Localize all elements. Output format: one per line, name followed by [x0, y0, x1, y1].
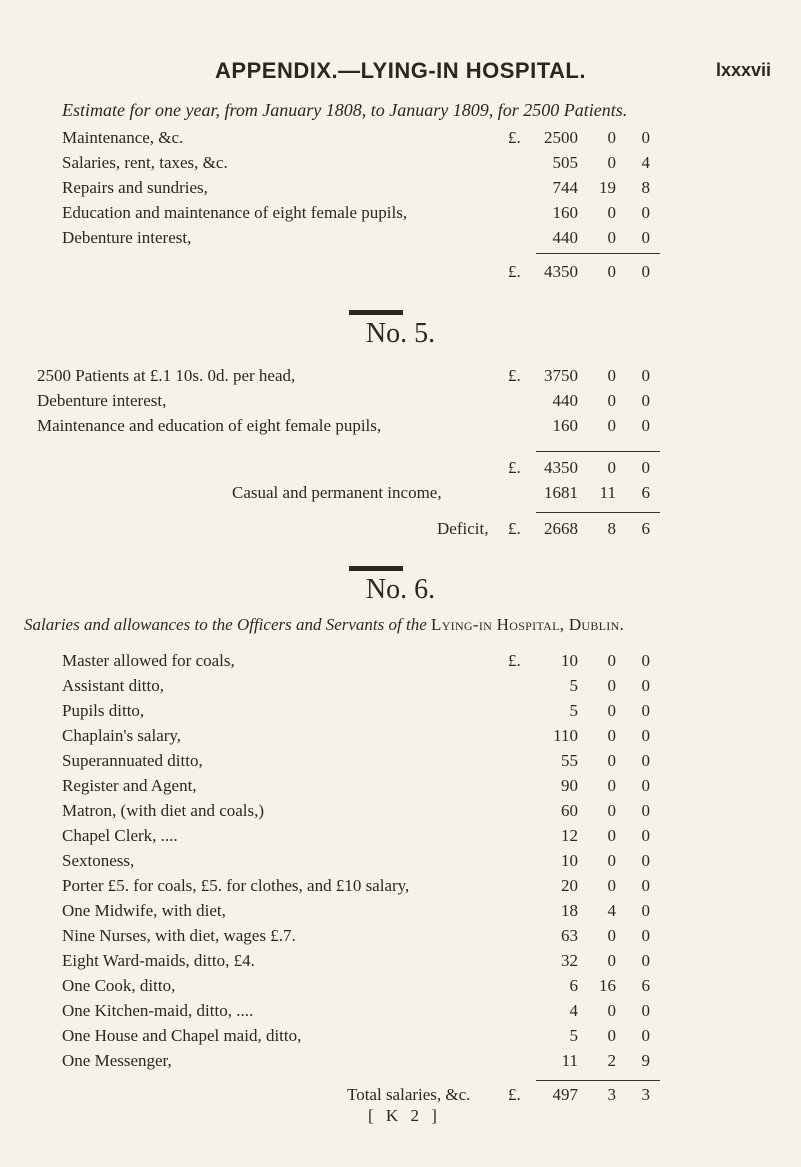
no6-row-shillings: 0	[607, 676, 616, 695]
no6-row-pence: 6	[641, 976, 650, 995]
no5-row	[0, 391, 801, 415]
no6-heading-caps: Lying-in Hospital, Dublin.	[431, 615, 625, 634]
no6-total-pounds: 497	[552, 1085, 578, 1104]
running-head	[0, 58, 801, 88]
no5-title: No. 5.	[365, 318, 436, 349]
estimate-row	[0, 228, 801, 252]
no6-row-shillings: 0	[607, 826, 616, 845]
no6-row-shillings: 0	[607, 801, 616, 820]
signature-mark: [ K 2 ]	[368, 1106, 441, 1125]
no6-row-shillings: 0	[607, 726, 616, 745]
no6-row-pence: 0	[641, 826, 650, 845]
no6-row-label: Superannuated ditto,	[62, 751, 203, 770]
no6-row-label: One Messenger,	[62, 1051, 172, 1070]
no6-row-shillings: 0	[607, 851, 616, 870]
no6-row-label: Master allowed for coals,	[62, 651, 235, 670]
estimate-row	[0, 178, 801, 202]
no5-deficit-label: Deficit,	[437, 519, 489, 538]
no6-row-shillings: 0	[607, 776, 616, 795]
estimate-row-shillings: 0	[607, 203, 616, 222]
no5-row-label: Maintenance and education of eight female pupils,	[37, 416, 382, 435]
estimate-total-pounds: 4350	[544, 262, 578, 281]
no5-row-currency: £.	[508, 366, 521, 385]
no6-row	[0, 876, 801, 900]
estimate-row-label: Repairs and sundries,	[62, 178, 208, 197]
no6-row-pounds: 12	[561, 826, 578, 845]
no6-row-label: Register and Agent,	[62, 776, 197, 795]
no6-row-pounds: 5	[569, 1026, 578, 1045]
no5-row-shillings: 0	[607, 366, 616, 385]
no5-casual-row	[0, 483, 801, 507]
no5-deficit-rule	[536, 512, 660, 513]
no6-row	[0, 651, 801, 675]
no6-row-label: One Cook, ditto,	[62, 976, 176, 995]
no6-row-pounds: 63	[561, 926, 578, 945]
no5-casual-label: Casual and permanent income,	[232, 483, 442, 502]
no6-row-pence: 0	[641, 676, 650, 695]
estimate-row-shillings: 19	[599, 178, 616, 197]
running-title: APPENDIX.—LYING-IN HOSPITAL.	[215, 58, 586, 83]
estimate-row-shillings: 0	[607, 128, 616, 147]
estimate-row-pounds: 744	[552, 178, 578, 197]
no6-row-pounds: 10	[561, 651, 578, 670]
no6-row-pence: 0	[641, 951, 650, 970]
no5-casual-pence: 6	[641, 483, 650, 502]
estimate-heading: Estimate for one year, from January 1808, to January 1809, for 2500 Patients.	[62, 100, 628, 120]
estimate-total-shillings: 0	[607, 262, 616, 281]
no6-row-pence: 9	[641, 1051, 650, 1070]
divider-bar	[349, 310, 403, 315]
no6-row-pounds: 10	[561, 851, 578, 870]
no6-row-pounds: 11	[561, 1051, 578, 1070]
estimate-row-pounds: 505	[552, 153, 578, 172]
no5-row-shillings: 0	[607, 391, 616, 410]
no6-row-pounds: 5	[569, 701, 578, 720]
no6-row-pence: 0	[641, 701, 650, 720]
no5-deficit-shillings: 8	[607, 519, 616, 538]
no6-row-shillings: 0	[607, 876, 616, 895]
no6-row-shillings: 0	[607, 651, 616, 670]
no6-row	[0, 901, 801, 925]
no6-row	[0, 951, 801, 975]
no6-row-pence: 0	[641, 801, 650, 820]
no6-row-shillings: 16	[599, 976, 616, 995]
no6-row-pounds: 60	[561, 801, 578, 820]
no6-row-label: Porter £5. for coals, £5. for clothes, and £10 salary,	[62, 876, 410, 895]
estimate-row-pence: 4	[641, 153, 650, 172]
estimate-row-label: Maintenance, &c.	[62, 128, 184, 147]
estimate-row-pence: 0	[641, 128, 650, 147]
no6-row-pounds: 20	[561, 876, 578, 895]
no6-row-pounds: 55	[561, 751, 578, 770]
estimate-row-pounds: 2500	[544, 128, 578, 147]
estimate-total-currency: £.	[508, 262, 521, 281]
no6-row-shillings: 2	[607, 1051, 616, 1070]
no6-row	[0, 976, 801, 1000]
no6-row-pence: 0	[641, 876, 650, 895]
estimate-row-pounds: 440	[552, 228, 578, 247]
no5-total-row	[0, 458, 801, 482]
no6-row	[0, 726, 801, 750]
no6-row-currency: £.	[508, 651, 521, 670]
no6-row-label: Pupils ditto,	[62, 701, 145, 720]
estimate-total-rule	[536, 253, 660, 254]
no6-row-pounds: 18	[561, 901, 578, 920]
no6-row-shillings: 0	[607, 701, 616, 720]
no6-heading	[24, 615, 624, 635]
estimate-total-pence: 0	[641, 262, 650, 281]
no5-total-rule	[536, 451, 660, 452]
no6-row	[0, 1001, 801, 1025]
no5-deficit-row	[0, 519, 801, 543]
no5-total-shillings: 0	[607, 458, 616, 477]
no6-row-pounds: 90	[561, 776, 578, 795]
no6-row-pence: 0	[641, 1001, 650, 1020]
estimate-row-label: Debenture interest,	[62, 228, 192, 247]
no5-deficit-currency: £.	[508, 519, 521, 538]
no6-row-label: One House and Chapel maid, ditto,	[62, 1026, 302, 1045]
no6-row-shillings: 0	[607, 926, 616, 945]
no6-row-label: Sextoness,	[62, 851, 135, 870]
estimate-row-shillings: 0	[607, 228, 616, 247]
no6-row-pence: 0	[641, 776, 650, 795]
no6-row-label: Assistant ditto,	[62, 676, 165, 695]
no5-total-pence: 0	[641, 458, 650, 477]
no6-row-shillings: 0	[607, 1001, 616, 1020]
no6-row	[0, 776, 801, 800]
no6-row	[0, 851, 801, 875]
no5-total-currency: £.	[508, 458, 521, 477]
no6-row-pence: 0	[641, 851, 650, 870]
no5-row-pence: 0	[641, 416, 650, 435]
no5-row-label: Debenture interest,	[37, 391, 167, 410]
no6-row	[0, 801, 801, 825]
no6-row-label: One Kitchen-maid, ditto, ....	[62, 1001, 254, 1020]
estimate-row	[0, 128, 801, 152]
no6-row	[0, 926, 801, 950]
estimate-total-row	[0, 262, 801, 286]
no5-row-shillings: 0	[607, 416, 616, 435]
estimate-row-label: Salaries, rent, taxes, &c.	[62, 153, 228, 172]
no6-row-label: Chapel Clerk, ....	[62, 826, 178, 845]
no5-row-label: 2500 Patients at £.1 10s. 0d. per head,	[37, 366, 296, 385]
no6-row-pence: 0	[641, 651, 650, 670]
no6-row-pence: 0	[641, 751, 650, 770]
no6-total-rule	[536, 1080, 660, 1081]
no5-row-pence: 0	[641, 366, 650, 385]
no5-row-pence: 0	[641, 391, 650, 410]
no6-row-pounds: 110	[553, 726, 578, 745]
no5-casual-pounds: 1681	[544, 483, 578, 502]
estimate-row-pence: 0	[641, 228, 650, 247]
no5-deficit-pence: 6	[641, 519, 650, 538]
no6-heading-italic: Salaries and allowances to the Officers and Servants of the	[24, 615, 427, 634]
no6-total-currency: £.	[508, 1085, 521, 1104]
no6-row-label: Chaplain's salary,	[62, 726, 182, 745]
no5-row-pounds: 440	[552, 391, 578, 410]
no5-row	[0, 416, 801, 440]
estimate-row	[0, 153, 801, 177]
no5-row-pounds: 160	[552, 416, 578, 435]
estimate-row	[0, 203, 801, 227]
no6-row-pence: 0	[641, 926, 650, 945]
estimate-row-shillings: 0	[607, 153, 616, 172]
no6-row-label: Nine Nurses, with diet, wages £.7.	[62, 926, 296, 945]
no5-casual-shillings: 11	[599, 483, 616, 502]
no6-row	[0, 751, 801, 775]
estimate-row-pence: 8	[641, 178, 650, 197]
no6-row-label: Eight Ward-maids, ditto, £4.	[62, 951, 255, 970]
no5-deficit-pounds: 2668	[544, 519, 578, 538]
no6-row-pounds: 4	[569, 1001, 578, 1020]
page-number: lxxxvii	[715, 60, 771, 80]
estimate-row-pence: 0	[641, 203, 650, 222]
estimate-row-label: Education and maintenance of eight female pupils,	[62, 203, 408, 222]
no6-row-shillings: 0	[607, 951, 616, 970]
estimate-row-pounds: 160	[552, 203, 578, 222]
no6-title: No. 6.	[365, 574, 436, 605]
no6-row-pence: 0	[641, 901, 650, 920]
no6-row-pounds: 32	[561, 951, 578, 970]
no6-row-shillings: 0	[607, 1026, 616, 1045]
no6-row-pence: 0	[641, 1026, 650, 1045]
no5-row-pounds: 3750	[544, 366, 578, 385]
no6-row	[0, 701, 801, 725]
no6-row-pounds: 5	[569, 676, 578, 695]
estimate-row-currency: £.	[508, 128, 521, 147]
no6-row	[0, 1051, 801, 1075]
no6-row	[0, 676, 801, 700]
no5-total-pounds: 4350	[544, 458, 578, 477]
no6-row-shillings: 4	[607, 901, 616, 920]
no6-row	[0, 826, 801, 850]
no6-row-shillings: 0	[607, 751, 616, 770]
no6-total-shillings: 3	[607, 1085, 616, 1104]
no6-row-pence: 0	[641, 726, 650, 745]
no6-row-label: One Midwife, with diet,	[62, 901, 226, 920]
no5-row	[0, 366, 801, 390]
no6-row	[0, 1026, 801, 1050]
divider-bar-2	[349, 566, 403, 571]
no6-total-pence: 3	[641, 1085, 650, 1104]
no6-row-pounds: 6	[569, 976, 578, 995]
no6-total-label: Total salaries, &c.	[347, 1085, 471, 1104]
no6-row-label: Matron, (with diet and coals,)	[62, 801, 265, 820]
